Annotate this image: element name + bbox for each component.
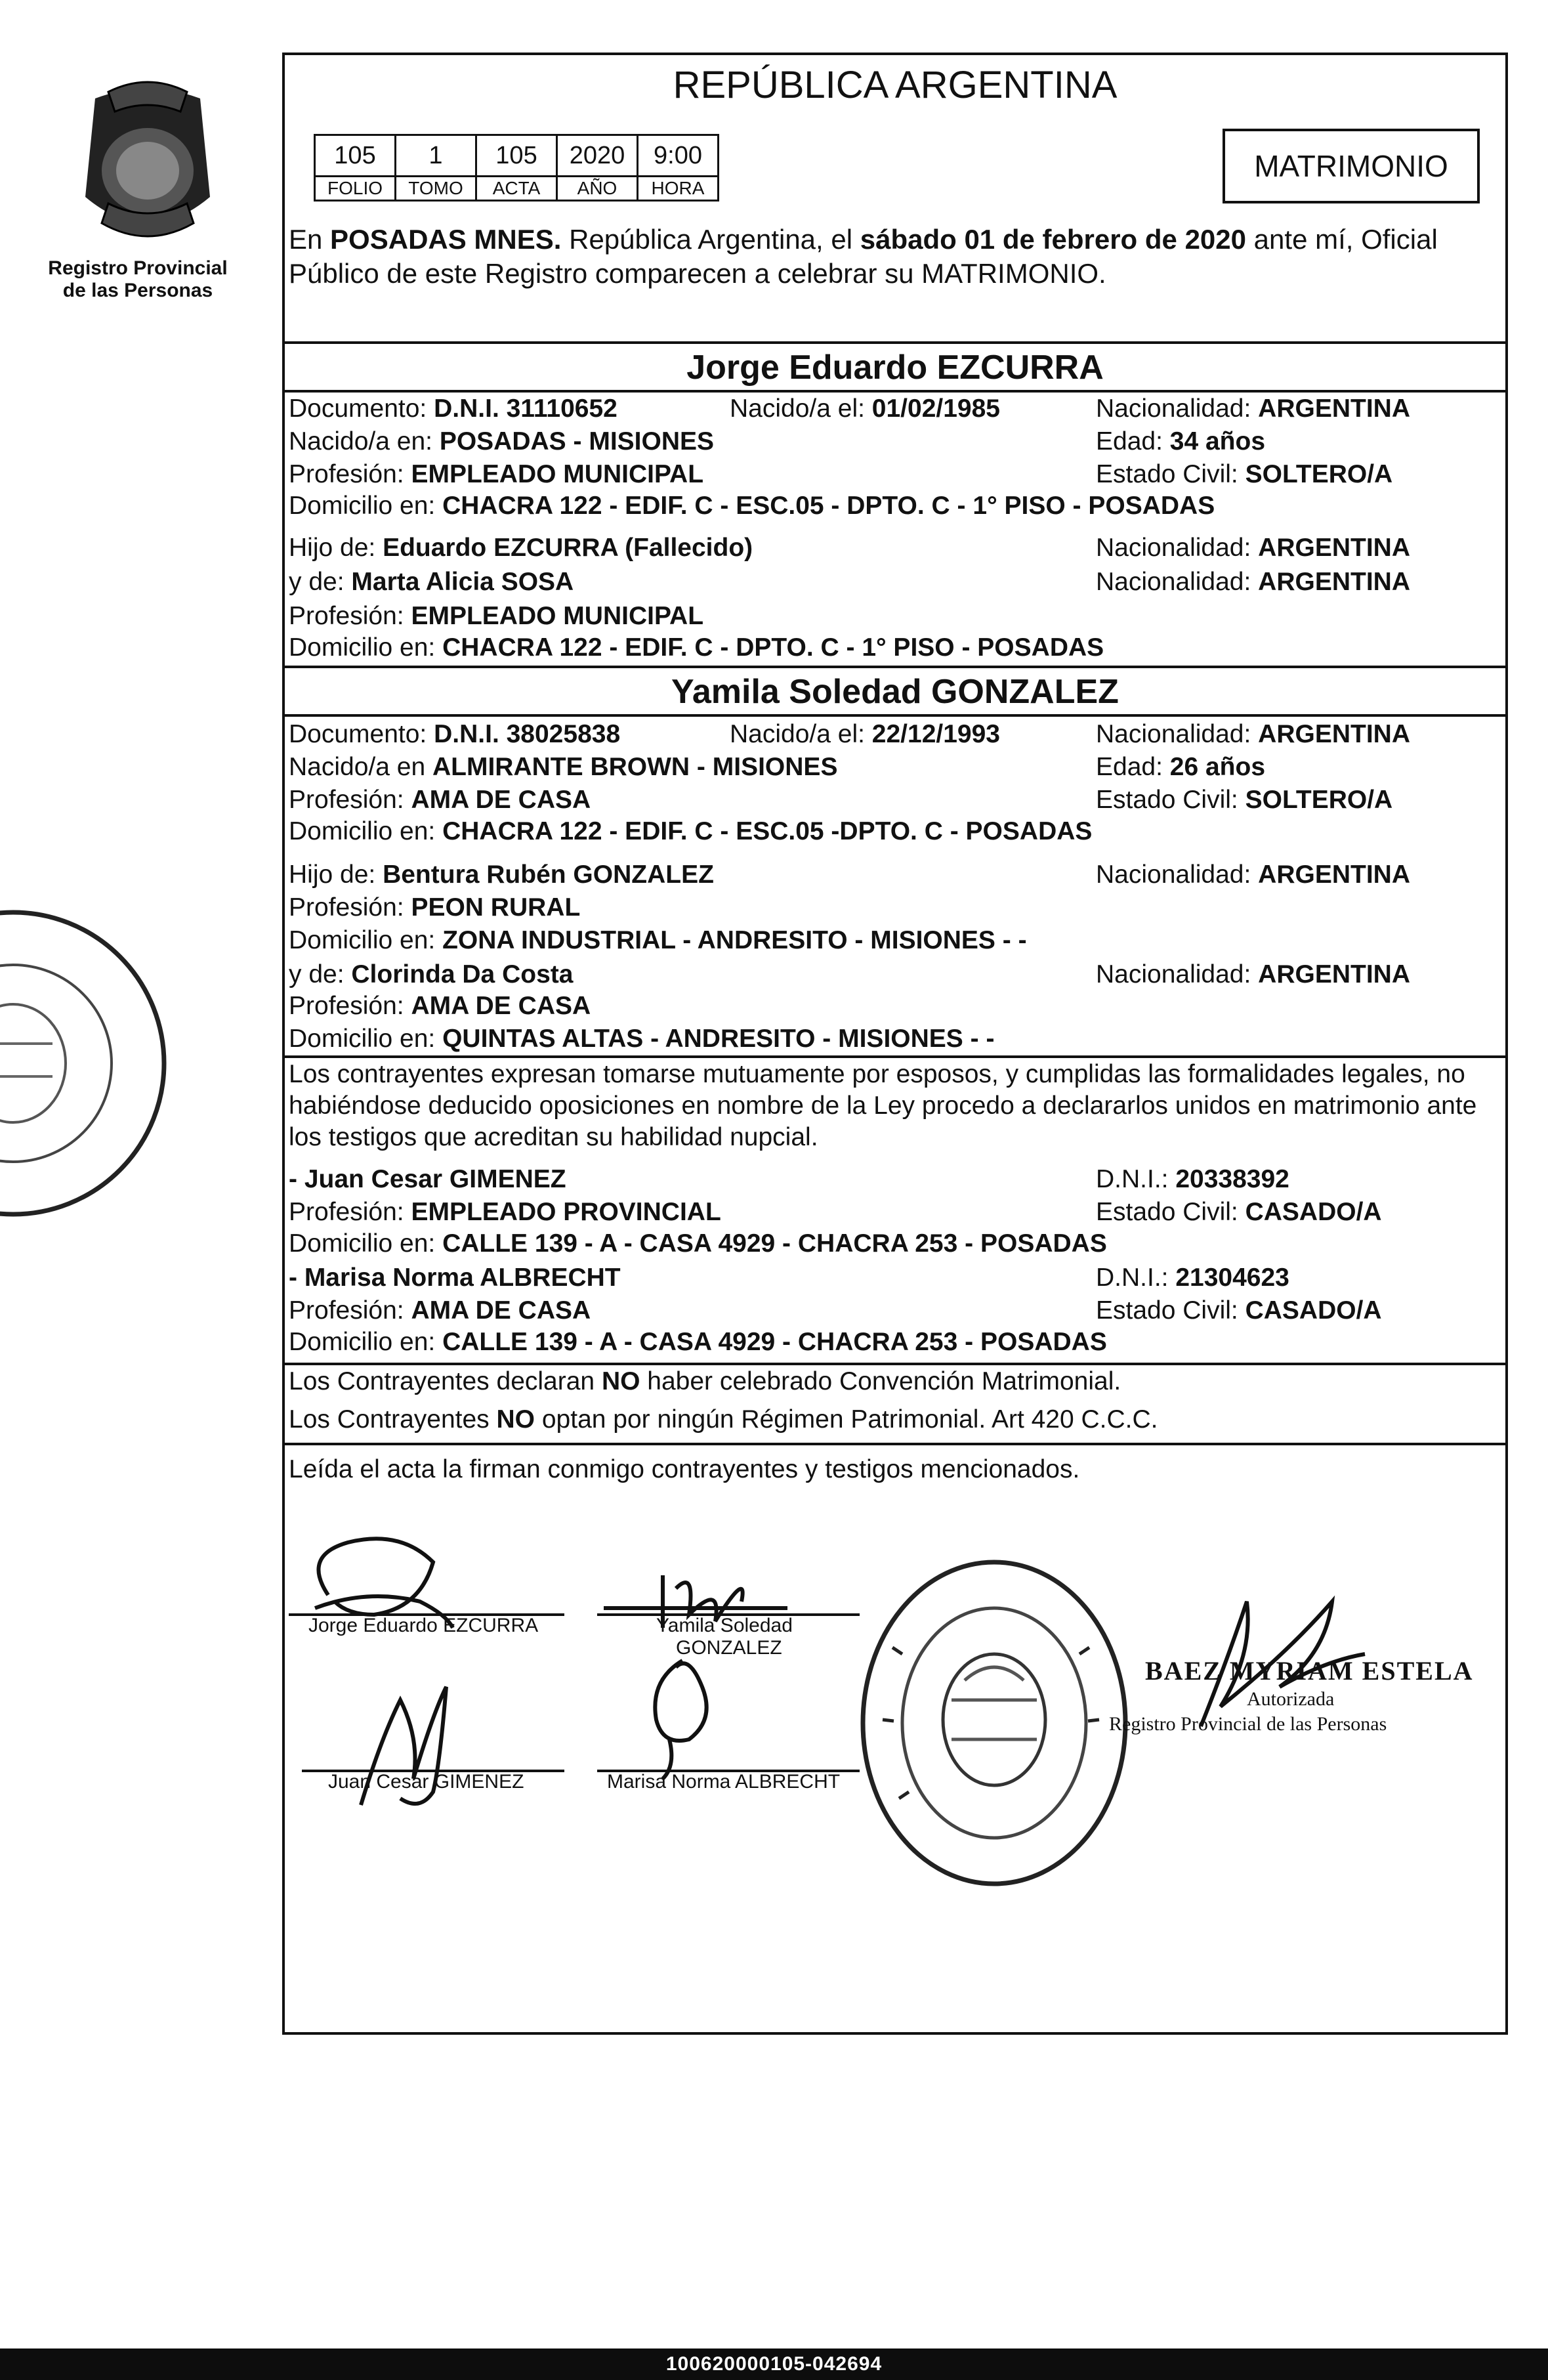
groom-father-nat-label: Nacionalidad: xyxy=(1096,534,1259,562)
divider-bride-name xyxy=(282,714,1508,717)
bride-father-prof-label: Profesión: xyxy=(289,893,411,922)
bride-mother-prof-value: AMA DE CASA xyxy=(411,992,591,1020)
witness2-prof-value: AMA DE CASA xyxy=(411,1296,591,1325)
bride-mother-value: Clorinda Da Costa xyxy=(351,960,574,988)
logo-caption-line2: de las Personas xyxy=(62,280,213,301)
witness2-signature xyxy=(623,1641,742,1785)
groom-civil-value: SOLTERO/A xyxy=(1245,460,1393,488)
bride-addr-label: Domicilio en: xyxy=(289,817,443,845)
left-margin-stamp xyxy=(0,893,203,1234)
bride-prof-value: AMA DE CASA xyxy=(411,786,591,814)
bride-birthplace xyxy=(289,752,837,782)
bride-mother-nationality xyxy=(1096,960,1410,990)
groom-signature-label: Jorge Eduardo EZCURRA xyxy=(308,1615,539,1636)
witness1-civil-value: CASADO/A xyxy=(1245,1198,1382,1226)
groom-parents-profession xyxy=(289,601,703,631)
witness2-profession xyxy=(289,1296,591,1326)
witness2-prof-label: Profesión: xyxy=(289,1296,411,1325)
bride-mother-addr-value: QUINTAS ALTAS - ANDRESITO - MISIONES - - xyxy=(442,1025,995,1053)
witness1-name: - Juan Cesar GIMENEZ xyxy=(289,1165,566,1193)
witness2-civil-label: Estado Civil: xyxy=(1096,1296,1245,1325)
act-type-box: MATRIMONIO xyxy=(1223,129,1480,203)
convention-l2-rest: optan por ningún Régimen Patrimonial. Art 420 C.C.C. xyxy=(535,1405,1158,1434)
convention-line2 xyxy=(289,1405,1158,1435)
convention-l2-no: NO xyxy=(496,1405,535,1434)
witness1-dni-value: 20338392 xyxy=(1175,1165,1289,1193)
convention-l1-text: Los Contrayentes declaran xyxy=(289,1367,602,1395)
groom-civil-status xyxy=(1096,459,1392,490)
groom-mother-value: Marta Alicia SOSA xyxy=(351,568,574,596)
intro-text-2: República Argentina, el xyxy=(561,224,860,255)
groom-doc-value: D.N.I. 31110652 xyxy=(434,394,617,423)
groom-civil-label: Estado Civil: xyxy=(1096,460,1245,488)
witness2-address xyxy=(289,1327,1107,1357)
tomo-value: 1 xyxy=(396,135,476,177)
divider-declaration xyxy=(282,1055,1508,1058)
groom-nationality xyxy=(1096,394,1410,424)
declaration-line2: habiéndose deducido oposiciones en nombre de la Ley procedo a declararlos unidos en matrimonio ante xyxy=(289,1092,1477,1120)
bride-age-value: 26 años xyxy=(1169,753,1266,781)
groom-place-value: POSADAS - MISIONES xyxy=(439,427,715,456)
bride-mother-label: y de: xyxy=(289,960,352,988)
intro-text-1: En xyxy=(289,224,331,255)
bride-father-addr-label: Domicilio en: xyxy=(289,926,443,954)
intro-date: sábado 01 de febrero de 2020 xyxy=(860,224,1247,255)
groom-age xyxy=(1096,427,1265,457)
groom-born-label: Nacido/a el: xyxy=(730,394,872,423)
witness1-civil-status xyxy=(1096,1197,1382,1227)
groom-father-nationality xyxy=(1096,533,1410,563)
bride-prof-label: Profesión: xyxy=(289,786,411,814)
bride-address xyxy=(289,817,1092,847)
bride-place-value: ALMIRANTE BROWN - MISIONES xyxy=(432,753,838,781)
bride-civil-value: SOLTERO/A xyxy=(1245,786,1393,814)
ano-label: AÑO xyxy=(557,177,638,201)
groom-age-label: Edad: xyxy=(1096,427,1170,456)
convention-line1 xyxy=(289,1367,1121,1397)
witness1-addr-label: Domicilio en: xyxy=(289,1229,443,1258)
bride-born-value: 22/12/1993 xyxy=(871,720,1000,748)
witness1-address xyxy=(289,1229,1107,1259)
bride-father-label: Hijo de: xyxy=(289,861,383,889)
intro-line2: Público de este Registro comparecen a celebrar su MATRIMONIO. xyxy=(289,258,1106,289)
ano-value: 2020 xyxy=(557,135,638,177)
registry-data-table xyxy=(314,134,719,202)
witness2-dni-value: 21304623 xyxy=(1175,1264,1289,1292)
groom-father-value: Eduardo EZCURRA (Fallecido) xyxy=(383,534,753,562)
divider-after-intro xyxy=(282,341,1508,344)
groom-father-label: Hijo de: xyxy=(289,534,383,562)
bride-place-label: Nacido/a en xyxy=(289,753,432,781)
bride-civil-status xyxy=(1096,785,1392,815)
bride-father-address xyxy=(289,925,1027,956)
bride-mother xyxy=(289,960,573,990)
witness2-civil-value: CASADO/A xyxy=(1245,1296,1382,1325)
hora-value: 9:00 xyxy=(638,135,719,177)
folio-value: 105 xyxy=(315,135,396,177)
witness2-civil-status xyxy=(1096,1296,1382,1326)
groom-mother-nat-value: ARGENTINA xyxy=(1258,568,1411,596)
witness2-addr-value: CALLE 139 - A - CASA 4929 - CHACRA 253 - POSADAS xyxy=(442,1328,1107,1356)
bride-father-profession xyxy=(289,893,580,923)
groom-born-value: 01/02/1985 xyxy=(871,394,1000,423)
intro-place: POSADAS MNES. xyxy=(330,224,562,255)
groom-birthdate xyxy=(730,394,1000,424)
bride-name: Yamila Soledad GONZALEZ xyxy=(671,673,1119,711)
declaration-line1: Los contrayentes expresan tomarse mutuamente por esposos, y cumplidas las formalidades legales, no xyxy=(289,1060,1465,1088)
groom-document xyxy=(289,394,617,424)
official-name: BAEZ MYRIAM ESTELA xyxy=(1145,1656,1474,1686)
witness2-dni-label: D.N.I.: xyxy=(1096,1264,1176,1292)
groom-parents-address xyxy=(289,633,1104,663)
groom-name: Jorge Eduardo EZCURRA xyxy=(686,349,1104,387)
groom-prof-label: Profesión: xyxy=(289,460,411,488)
page-title: REPÚBLICA ARGENTINA xyxy=(673,64,1118,106)
witness1-addr-value: CALLE 139 - A - CASA 4929 - CHACRA 253 - POSADAS xyxy=(442,1229,1107,1258)
bride-nat-label: Nacionalidad: xyxy=(1096,720,1259,748)
groom-address xyxy=(289,491,1215,521)
folio-label: FOLIO xyxy=(315,177,396,201)
witness1-signature xyxy=(341,1661,499,1818)
bride-father-value: Bentura Rubén GONZALEZ xyxy=(383,861,714,889)
bride-father-prof-value: PEON RURAL xyxy=(411,893,581,922)
witness1-dni-label: D.N.I.: xyxy=(1096,1165,1176,1193)
groom-parents-prof-label: Profesión: xyxy=(289,602,411,630)
bride-father-nationality xyxy=(1096,860,1410,890)
official-title: Autorizada xyxy=(1247,1688,1335,1710)
convention-l2-text: Los Contrayentes xyxy=(289,1405,497,1434)
witness1-signature-label: Juan Cesar GIMENEZ xyxy=(328,1771,524,1793)
bride-father-addr-value: ZONA INDUSTRIAL - ANDRESITO - MISIONES - - xyxy=(442,926,1027,954)
groom-mother-nat-label: Nacionalidad: xyxy=(1096,568,1259,596)
witness2-signature-label: Marisa Norma ALBRECHT xyxy=(607,1771,841,1793)
convention-l1-no: NO xyxy=(601,1367,640,1395)
acta-label: ACTA xyxy=(476,177,557,201)
bride-document xyxy=(289,719,620,750)
bride-mother-profession xyxy=(289,991,591,1021)
groom-nat-value: ARGENTINA xyxy=(1258,394,1411,423)
divider-groom-name xyxy=(282,390,1508,393)
reading-statement: Leída el acta la firman conmigo contrayentes y testigos mencionados. xyxy=(289,1455,1080,1483)
bride-age-label: Edad: xyxy=(1096,753,1170,781)
acta-value: 105 xyxy=(476,135,557,177)
groom-age-value: 34 años xyxy=(1169,427,1266,456)
intro-text-3: ante mí, Oficial xyxy=(1246,224,1438,255)
bride-doc-value: D.N.I. 38025838 xyxy=(434,720,621,748)
divider-convention xyxy=(282,1363,1508,1365)
declaration-line3: los testigos que acreditan su habilidad nupcial. xyxy=(289,1123,818,1151)
groom-prof-value: EMPLEADO MUNICIPAL xyxy=(411,460,704,488)
witness1-civil-label: Estado Civil: xyxy=(1096,1198,1245,1226)
hora-label: HORA xyxy=(638,177,719,201)
groom-profession xyxy=(289,459,703,490)
bride-nationality xyxy=(1096,719,1410,750)
witness1-prof-label: Profesión: xyxy=(289,1198,411,1226)
bride-father-nat-label: Nacionalidad: xyxy=(1096,861,1259,889)
groom-mother-nationality xyxy=(1096,567,1410,597)
bride-profession xyxy=(289,785,591,815)
groom-birthplace xyxy=(289,427,714,457)
bride-father xyxy=(289,860,714,890)
bride-age xyxy=(1096,752,1265,782)
bride-mother-nat-value: ARGENTINA xyxy=(1258,960,1411,988)
groom-addr-value: CHACRA 122 - EDIF. C - ESC.05 - DPTO. C - 1° PISO - POSADAS xyxy=(442,492,1215,520)
intro-line1 xyxy=(289,223,1438,256)
bride-mother-address xyxy=(289,1024,994,1054)
divider-bride-top xyxy=(282,666,1508,668)
bride-signature-label-line2: GONZALEZ xyxy=(676,1637,782,1659)
groom-father xyxy=(289,533,753,563)
convention-l1-rest: haber celebrado Convención Matrimonial. xyxy=(640,1367,1121,1395)
groom-addr-label: Domicilio en: xyxy=(289,492,443,520)
registry-round-stamp xyxy=(853,1549,1135,1897)
logo-caption xyxy=(39,257,236,302)
bride-nat-value: ARGENTINA xyxy=(1258,720,1411,748)
witness1-dni xyxy=(1096,1164,1289,1195)
bride-mother-addr-label: Domicilio en: xyxy=(289,1025,443,1053)
groom-parents-prof-value: EMPLEADO MUNICIPAL xyxy=(411,602,704,630)
witness1-prof-value: EMPLEADO PROVINCIAL xyxy=(411,1198,721,1226)
bride-mother-prof-label: Profesión: xyxy=(289,992,411,1020)
witness2-name: - Marisa Norma ALBRECHT xyxy=(289,1264,621,1292)
groom-nat-label: Nacionalidad: xyxy=(1096,394,1259,423)
bride-born-label: Nacido/a el: xyxy=(730,720,872,748)
bride-doc-label: Documento: xyxy=(289,720,434,748)
bride-father-nat-value: ARGENTINA xyxy=(1258,861,1411,889)
province-seal-logo xyxy=(69,72,226,263)
groom-parents-addr-label: Domicilio en: xyxy=(289,633,443,662)
divider-reading xyxy=(282,1443,1508,1445)
witness2-dni xyxy=(1096,1263,1289,1293)
bride-signature-label-line1: Yamila Soledad xyxy=(656,1615,793,1636)
groom-doc-label: Documento: xyxy=(289,394,434,423)
tomo-label: TOMO xyxy=(396,177,476,201)
groom-place-label: Nacido/a en: xyxy=(289,427,440,456)
document-barcode-number: 100620000105-042694 xyxy=(0,2348,1548,2380)
bride-addr-value: CHACRA 122 - EDIF. C - ESC.05 -DPTO. C - POSADAS xyxy=(442,817,1093,845)
groom-mother xyxy=(289,567,574,597)
bride-birthdate xyxy=(730,719,1000,750)
witness1-profession xyxy=(289,1197,721,1227)
logo-caption-line1: Registro Provincial xyxy=(48,257,228,279)
groom-parents-addr-value: CHACRA 122 - EDIF. C - DPTO. C - 1° PISO - POSADAS xyxy=(442,633,1104,662)
bride-mother-nat-label: Nacionalidad: xyxy=(1096,960,1259,988)
groom-mother-label: y de: xyxy=(289,568,352,596)
witness2-addr-label: Domicilio en: xyxy=(289,1328,443,1356)
official-office: Registro Provincial de las Personas xyxy=(1109,1713,1387,1735)
groom-father-nat-value: ARGENTINA xyxy=(1258,534,1411,562)
bride-civil-label: Estado Civil: xyxy=(1096,786,1245,814)
